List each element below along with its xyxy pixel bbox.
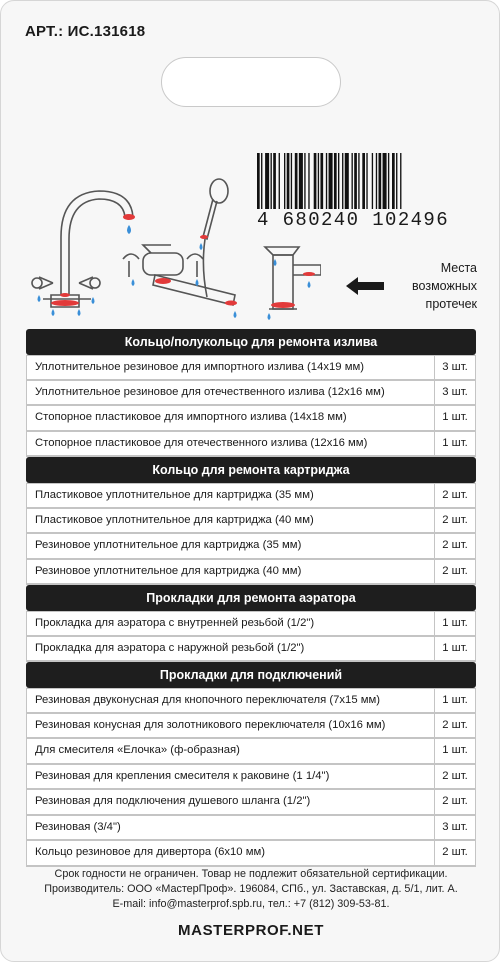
table-row: Пластиковое уплотнительное для картриджа (35 мм) 2 шт. [26,483,476,509]
barcode-bar [338,153,339,209]
barcode-bar [362,153,365,209]
barcode-bar [383,153,387,209]
leak-places-label: Места возможных протечек [412,261,477,311]
table-row: Стопорное пластиковое для отечественного излива (12х16 мм) 1 шт. [26,432,476,458]
table-row: Стопорное пластиковое для импортного излива (14х18 мм) 1 шт. [26,406,476,432]
barcode-bar [392,153,395,209]
barcode-bar [326,153,327,209]
section-header: Прокладки для подключений [26,662,476,688]
barcode-bar [400,153,401,209]
kitchen-faucet-icon [32,191,133,307]
article-number: АРТ.: ИС.131618 [25,23,146,40]
barcode-bar [396,153,397,209]
barcode-bar [334,153,337,209]
section-header: Прокладки для ремонта аэратора [26,585,476,611]
table-row: Кольцо резиновое для дивертора (6х10 мм) 2 шт. [26,841,476,867]
barcode-bar [376,153,377,209]
barcode-bar [342,153,343,209]
wall-mixer-icon [123,245,235,305]
section-header: Кольцо для ремонта картриджа [26,457,476,483]
table-row: Резиновая для подключения душевого шланга (1/2") 2 шт. [26,790,476,816]
faucet-illustrations [21,177,321,329]
manufacturer-info: Срок годности не ограничен. Товар не подлежит обязательной сертификации. Производитель: ООО «МастерПроф». 196084, СПб., ул. Заставская, д. 5/1, лит. А. E-mail: info@masterprof.spb.ru, тел.: +7 (812) 309-53-81. [44,868,458,910]
table-row: Пластиковое уплотнительное для картриджа (40 мм) 2 шт. [26,509,476,535]
table-row: Резиновая (3/4") 3 шт. [26,816,476,842]
table-row: Резиновое уплотнительное для картриджа (35 мм) 2 шт. [26,534,476,560]
barcode-bar [379,153,382,209]
barcode-bar [354,153,357,209]
basin-mixer-icon [265,247,321,309]
table-row: Уплотнительное резиновое для импортного излива (14х19 мм) 3 шт. [26,355,476,381]
barcode-bar [372,153,373,209]
website-url: MASTERPROF.NET [178,922,324,939]
hang-hole [161,57,341,107]
table-row: Резиновая конусная для золотникового переключателя (10х16 мм) 2 шт. [26,714,476,740]
table-row: Прокладка для аэратора с внутренней резьбой (1/2") 1 шт. [26,611,476,637]
barcode-bar [366,153,367,209]
table-row: Резиновая для крепления смесителя к раковине (1 1/4") 2 шт. [26,765,476,791]
barcode-bar [388,153,389,209]
barcode-bar [329,153,333,209]
parts-table [26,329,476,867]
barcode-bar [345,153,349,209]
table-row: Резиновая двуконусная для кнопочного переключателя (7х15 мм) 1 шт. [26,688,476,714]
table-row: Резиновое уплотнительное для картриджа (40 мм) 2 шт. [26,560,476,586]
barcode-bar [352,153,353,209]
table-row: Уплотнительное резиновое для отечественного излива (12х16 мм) 3 шт. [26,381,476,407]
barcode-bar [358,153,359,209]
arrow-left-icon [344,275,386,297]
barcode-number: 4 680240 102496 [255,209,465,231]
table-row: Прокладка для аэратора с наружной резьбой (1/2") 1 шт. [26,637,476,663]
table-row: Для смесителя «Елочка» (ф-образная) 1 шт. [26,739,476,765]
section-header: Кольцо/полукольцо для ремонта излива [26,329,476,355]
